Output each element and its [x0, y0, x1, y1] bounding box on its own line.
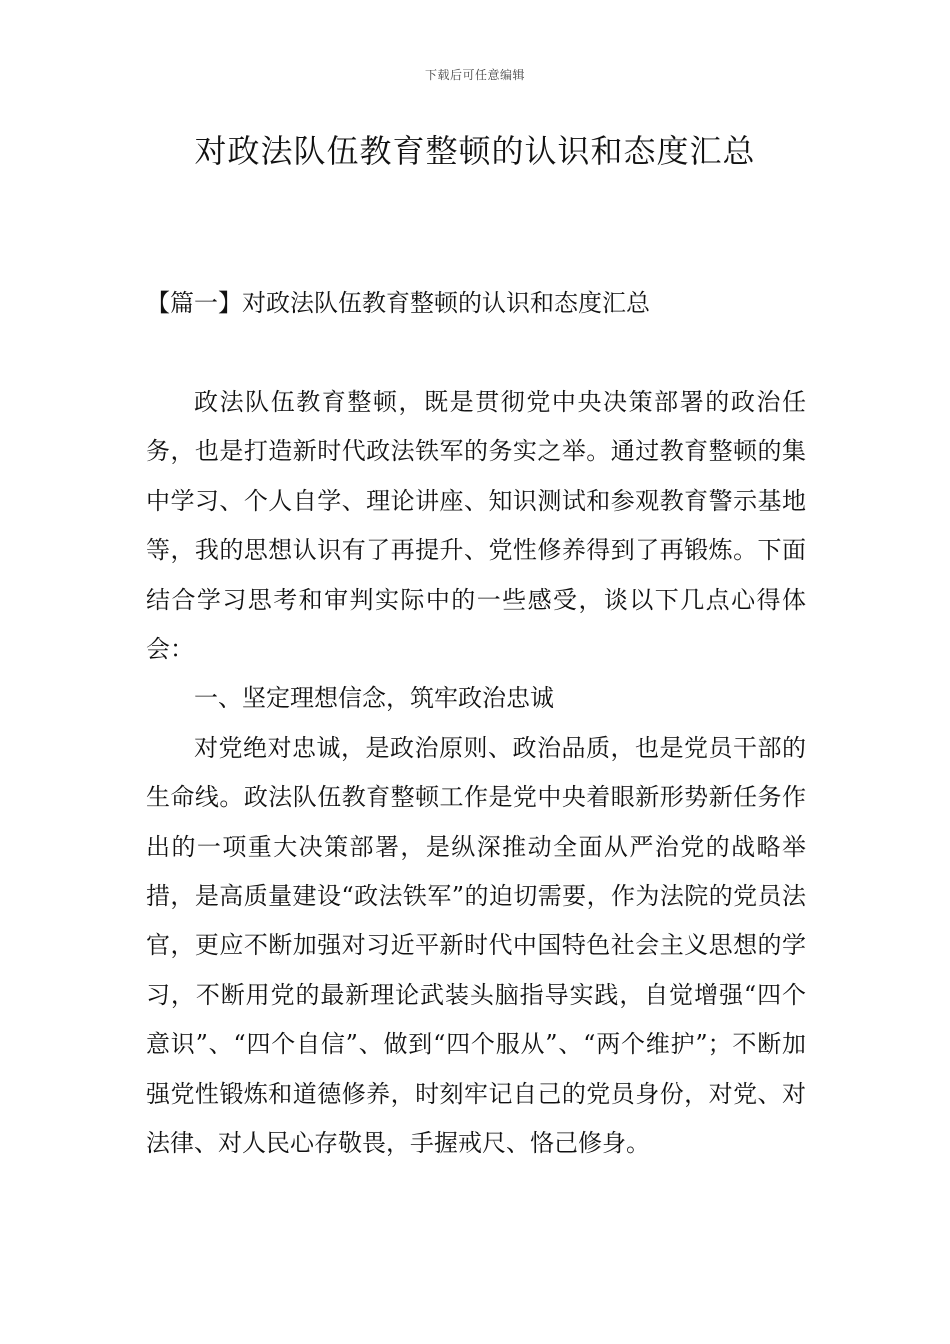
document-body — [146, 378, 806, 1169]
paragraph-loyalty: 对党绝对忠诚，是政治原则、政治品质，也是党员干部的生命线。政法队伍教育整顿工作是党中央着眼新形势新任务作出的一项重大决策部署，是纵深推动全面从严治党的战略举措，是高质量建设“政法铁军”的迫切需要，作为法院的党员法官，更应不断加强对习近平新时代中国特色社会主义思想的学习，不断用党的最新理论武装头脑指导实践，自觉增强“四个意识”、“四个自信”、做到“四个服从”、“两个维护”；不断加强党性锻炼和道德修养，时刻牢记自己的党员身份，对党、对法律、对人民心存敬畏，手握戒尺、恪己修身。 — [146, 733, 806, 1158]
document-title: 对政法队伍教育整顿的认识和态度汇总 — [194, 132, 756, 170]
section-heading: 【篇一】对政法队伍教育整顿的认识和态度汇总 — [146, 289, 650, 317]
subheading-ideals: 一、坚定理想信念，筑牢政治忠诚 — [194, 684, 554, 713]
paragraph-intro: 政法队伍教育整顿，既是贯彻党中央决策部署的政治任务，也是打造新时代政法铁军的务实之举。通过教育整顿的集中学习、个人自学、理论讲座、知识测试和参观教育警示基地等，我的思想认识有了再提升、党性修养得到了再锻炼。下面结合学习思考和审判实际中的一些感受，谈以下几点心得体会： — [146, 388, 806, 664]
header-note: 下载后可任意编辑 — [424, 68, 525, 82]
